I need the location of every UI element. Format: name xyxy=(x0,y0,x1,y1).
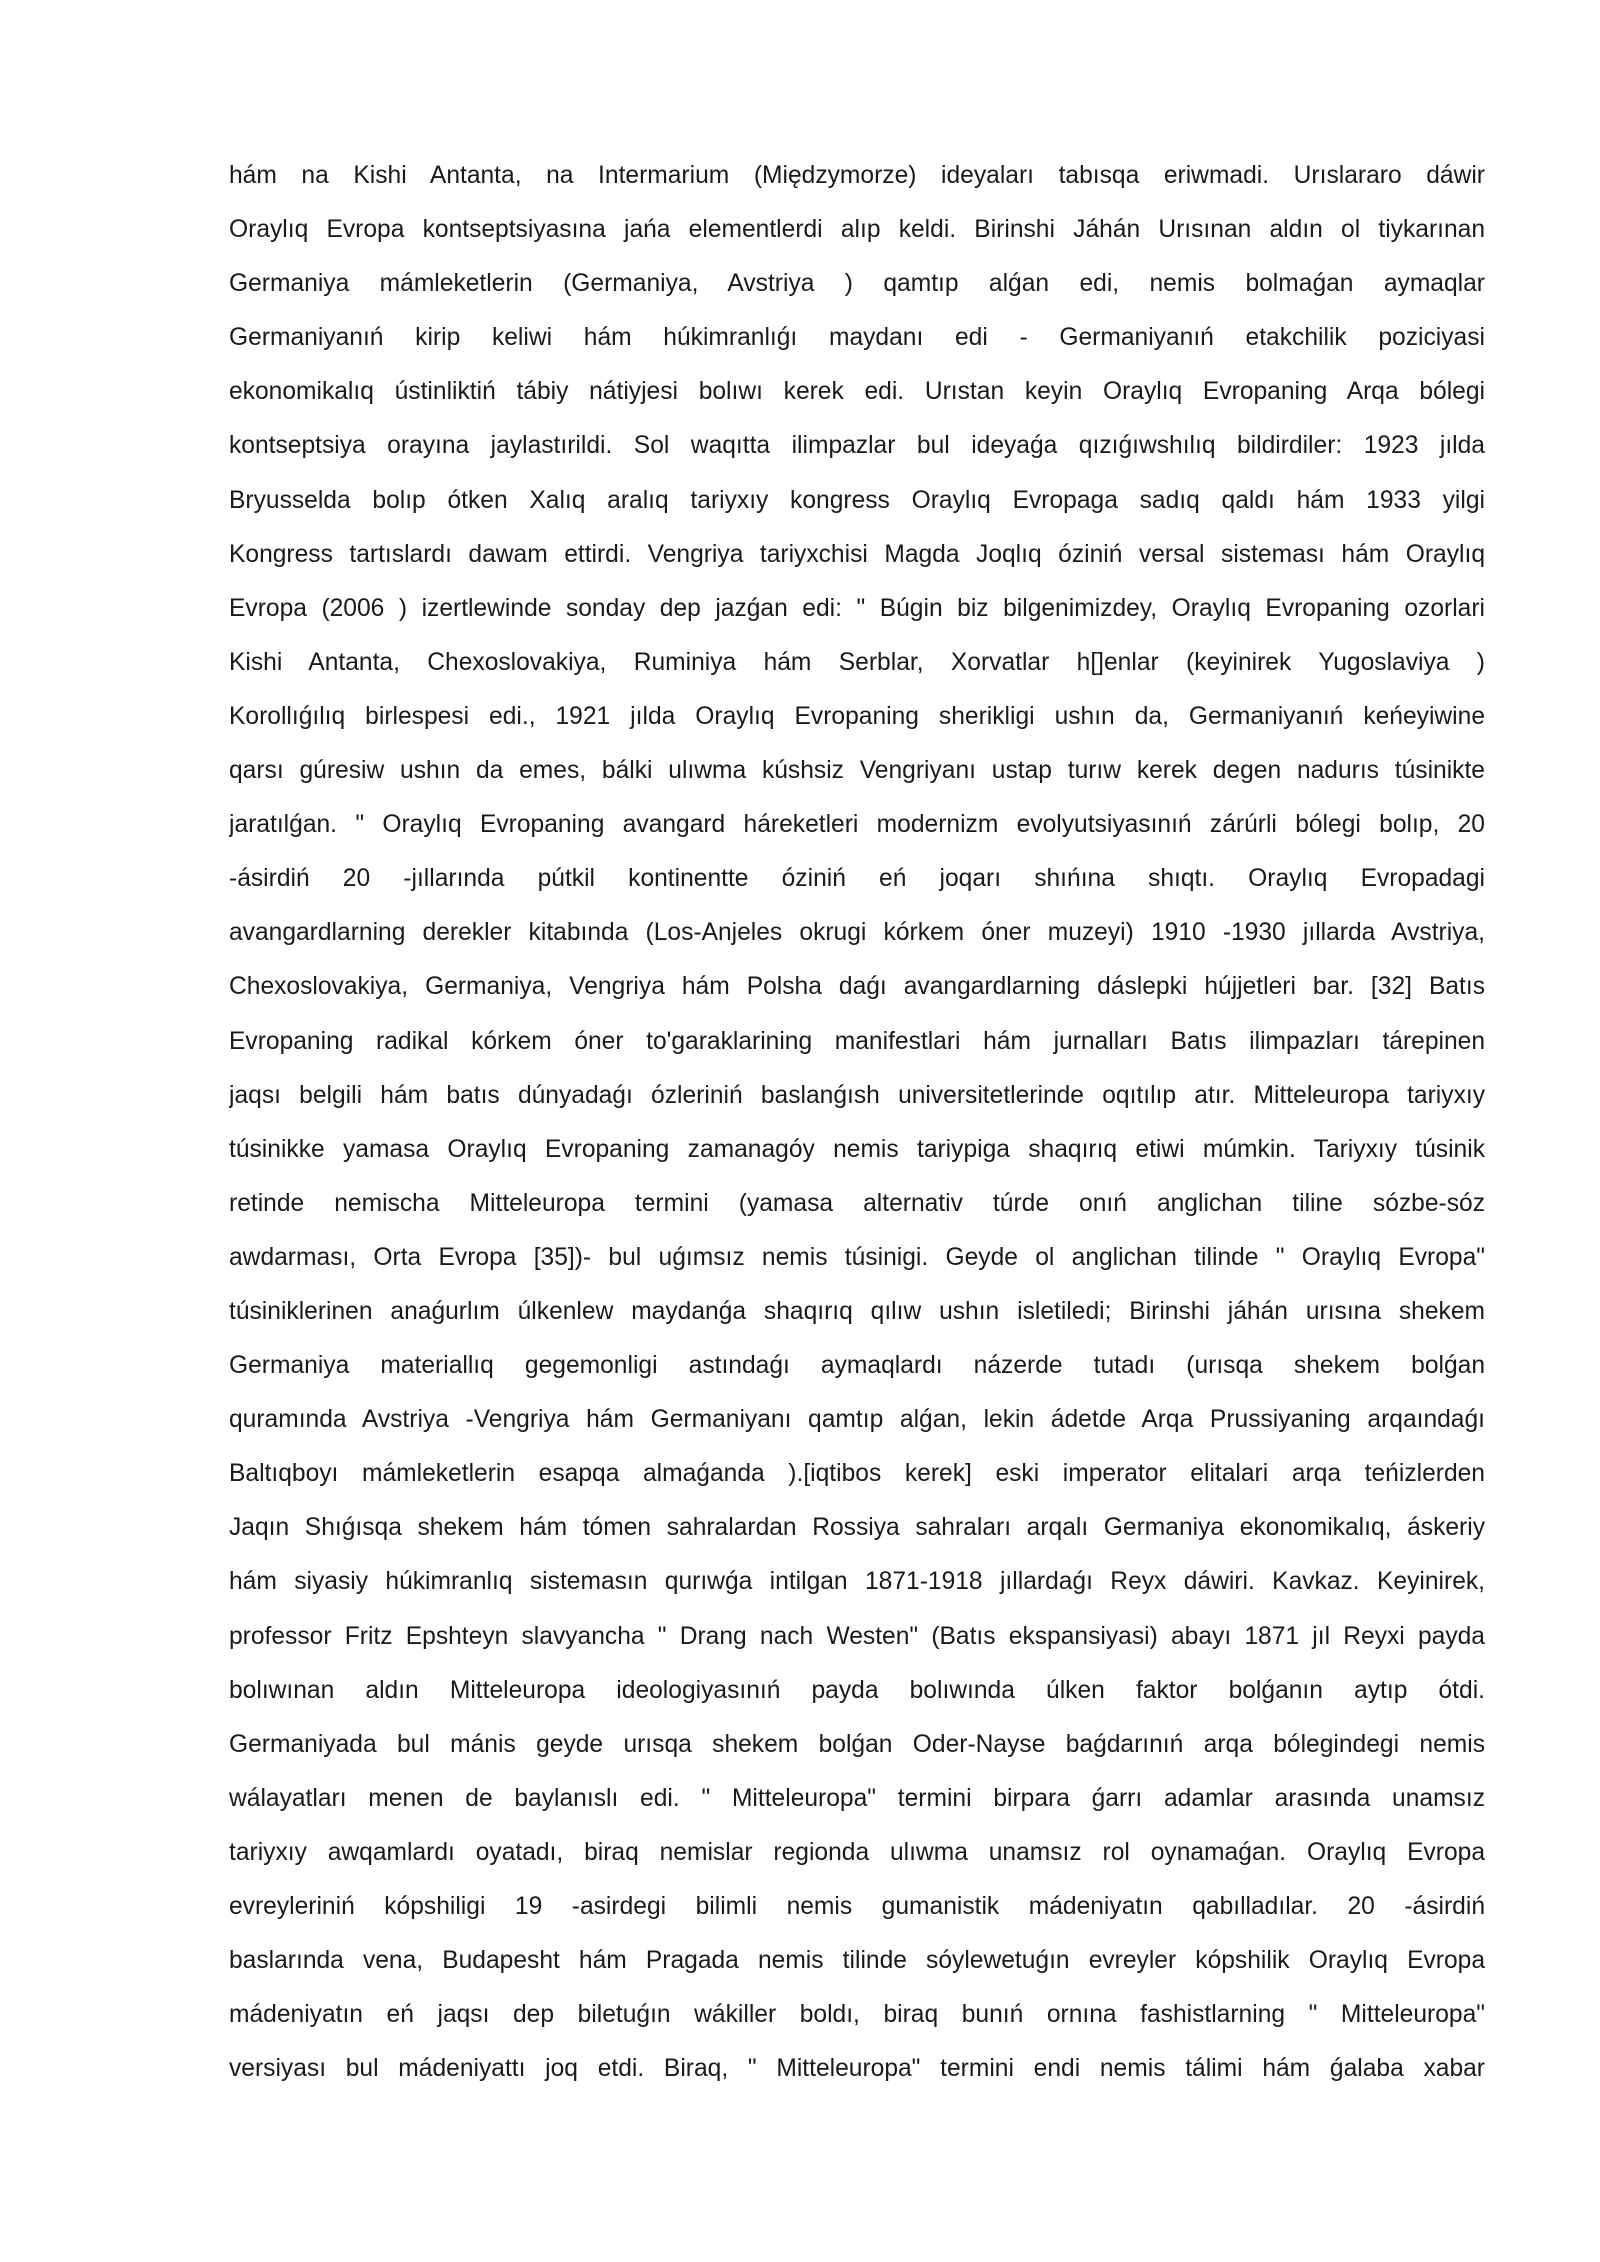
text-line: Kishi Antanta, Chexoslovakiya, Ruminiya hám Serblar, Xorvatlar h[]enlar (keyinirek Yugoslaviya ) xyxy=(229,648,1485,676)
text-line: mádeniyatın eń jaqsı dep biletuǵın wákiller boldı, biraq bunıń ornına fashistlarning " Mitteleuropa" xyxy=(229,2001,1485,2029)
text-line: Korollıǵılıq birlespesi edi., 1921 jılda Oraylıq Evropaning sherikligi ushın da, Germaniyanıń keńeyiwine xyxy=(229,702,1485,730)
text-line: awdarması, Orta Evropa [35])- bul uǵımsız nemis túsinigi. Geyde ol anglichan tilinde " Oraylıq Evropa" xyxy=(229,1243,1485,1271)
text-line: Germaniyanıń kirip keliwi hám húkimranlıǵı maydanı edi - Germaniyanıń etakchilik poziciyasi xyxy=(229,324,1485,352)
text-line: baslarında vena, Budapesht hám Pragada nemis tilinde sóylewetuǵın evreyler kópshilik Oraylıq Evropa xyxy=(229,1947,1485,1975)
text-line: túsinikke yamasa Oraylıq Evropaning zamanagóy nemis tariypiga shaqırıq etiwi múmkin. Tariyxıy túsinik xyxy=(229,1135,1485,1163)
text-line: Chexoslovakiya, Germaniya, Vengriya hám Polsha daǵı avangardlarning dáslepki hújjetleri bar. [32] Batıs xyxy=(229,973,1485,1001)
text-line: Germaniya materiallıq gegemonligi astındaǵı aymaqlardı názerde tutadı (urısqa shekem bolǵan xyxy=(229,1352,1485,1380)
text-line: túsiniklerinen anaǵurlım úlkenlew maydanǵa shaqırıq qılıw ushın isletiledi; Birinshi jáhán urısına shekem xyxy=(229,1297,1485,1325)
text-line: Jaqın Shıǵısqa shekem hám tómen sahralardan Rossiya sahraları arqalı Germaniya ekonomikalıq, áskeriy xyxy=(229,1514,1485,1542)
text-line: jaratılǵan. " Oraylıq Evropaning avangard háreketleri modernizm evolyutsiyasınıń zárúrli bólegi bolıp, 20 xyxy=(229,811,1485,839)
text-line: quramında Avstriya -Vengriya hám Germaniyanı qamtıp alǵan, lekin ádetde Arqa Prussiyaning arqaındaǵı xyxy=(229,1406,1485,1434)
text-line: kontseptsiya orayına jaylastırildi. Sol waqıtta ilimpazlar bul ideyaǵa qızıǵıwshılıq bildirdiler: 1923 jılda xyxy=(229,432,1485,460)
text-line: Evropaning radikal kórkem óner to'garaklarining manifestlari hám jurnalları Batıs ilimpazları tárepinen xyxy=(229,1027,1485,1055)
text-line: wálayatları menen de baylanıslı edi. " Mitteleuropa" termini birpara ǵarrı adamlar arasında unamsız xyxy=(229,1784,1485,1812)
text-line: tariyxıy awqamlardı oyatadı, biraq nemislar regionda ulıwma unamsız rol oynamaǵan. Oraylıq Evropa xyxy=(229,1838,1485,1866)
text-line: retinde nemischa Mitteleuropa termini (yamasa alternativ túrde onıń anglichan tiline sózbe-sóz xyxy=(229,1189,1485,1217)
body-text xyxy=(229,149,1485,2096)
text-line: Evropa (2006 ) izertlewinde sonday dep jazǵan edi: " Búgin biz bilgenimizdey, Oraylıq Evropaning ozorlari xyxy=(229,594,1485,622)
text-line: qarsı gúresiw ushın da emes, bálki ulıwma kúshsiz Vengriyanı ustap turıw kerek degen nadurıs túsinikte xyxy=(229,757,1485,785)
text-line: Germaniya mámleketlerin (Germaniya, Avstriya ) qamtıp alǵan edi, nemis bolmaǵan aymaqlar xyxy=(229,270,1485,298)
text-line: bolıwınan aldın Mitteleuropa ideologiyasınıń payda bolıwında úlken faktor bolǵanın aytıp ótdi. xyxy=(229,1676,1485,1704)
text-line: professor Fritz Epshteyn slavyancha " Drang nach Westen" (Batıs ekspansiyasi) abayı 1871 jıl Reyxi payda xyxy=(229,1622,1485,1650)
text-line: Germaniyada bul mánis geyde urısqa shekem bolǵan Oder-Nayse baǵdarınıń arqa bólegindegi nemis xyxy=(229,1730,1485,1758)
text-line: evreyleriniń kópshiligi 19 -asirdegi bilimli nemis gumanistik mádeniyatın qabılladılar. 20 -ásirdiń xyxy=(229,1893,1485,1920)
text-line: -ásirdiń 20 -jıllarında pútkil kontinentte óziniń eń joqarı shıńına shıqtı. Oraylıq Evropadagi xyxy=(229,865,1485,893)
text-line: Baltıqboyı mámleketlerin esapqa almaǵanda ).[iqtibos kerek] eski imperator elitalari arqa teńizlerden xyxy=(229,1460,1485,1488)
text-line: hám siyasiy húkimranlıq sistemasın qurıwǵa intilgan 1871-1918 jıllardaǵı Reyx dáwiri. Kavkaz. Keyinirek, xyxy=(229,1568,1485,1596)
text-line: avangardlarning derekler kitabında (Los-Anjeles okrugi kórkem óner muzeyi) 1910 -1930 jıllarda Avstriya, xyxy=(229,919,1485,947)
text-line: hám na Kishi Antanta, na Intermarium (Międzymorze) ideyaları tabısqa eriwmadi. Urıslararo dáwir xyxy=(229,162,1485,189)
text-line: Kongress tartıslardı dawam ettirdi. Vengriya tariyxchisi Magda Joqlıq óziniń versal sisteması hám Oraylıq xyxy=(229,540,1485,568)
text-line: ekonomikalıq ústinliktiń tábiy nátiyjesi bolıwı kerek edi. Urıstan keyin Oraylıq Evropaning Arqa bólegi xyxy=(229,378,1485,406)
text-line: Oraylıq Evropa kontseptsiyasına jańa elementlerdi alıp keldi. Birinshi Jáhán Urısınan aldın ol tiykarınan xyxy=(229,216,1485,244)
text-line: jaqsı belgili hám batıs dúnyadaǵı ózleriniń baslanǵısh universitetlerinde oqıtılıp atır. Mitteleuropa tariyxıy xyxy=(229,1081,1485,1109)
text-line: versiyası bul mádeniyattı joq etdi. Biraq, " Mitteleuropa" termini endi nemis tálimi hám ǵalaba xabar xyxy=(229,2055,1485,2083)
text-line: Bryusselda bolıp ótken Xalıq aralıq tariyxıy kongress Oraylıq Evropaga sadıq qaldı hám 1933 yilgi xyxy=(229,486,1485,514)
